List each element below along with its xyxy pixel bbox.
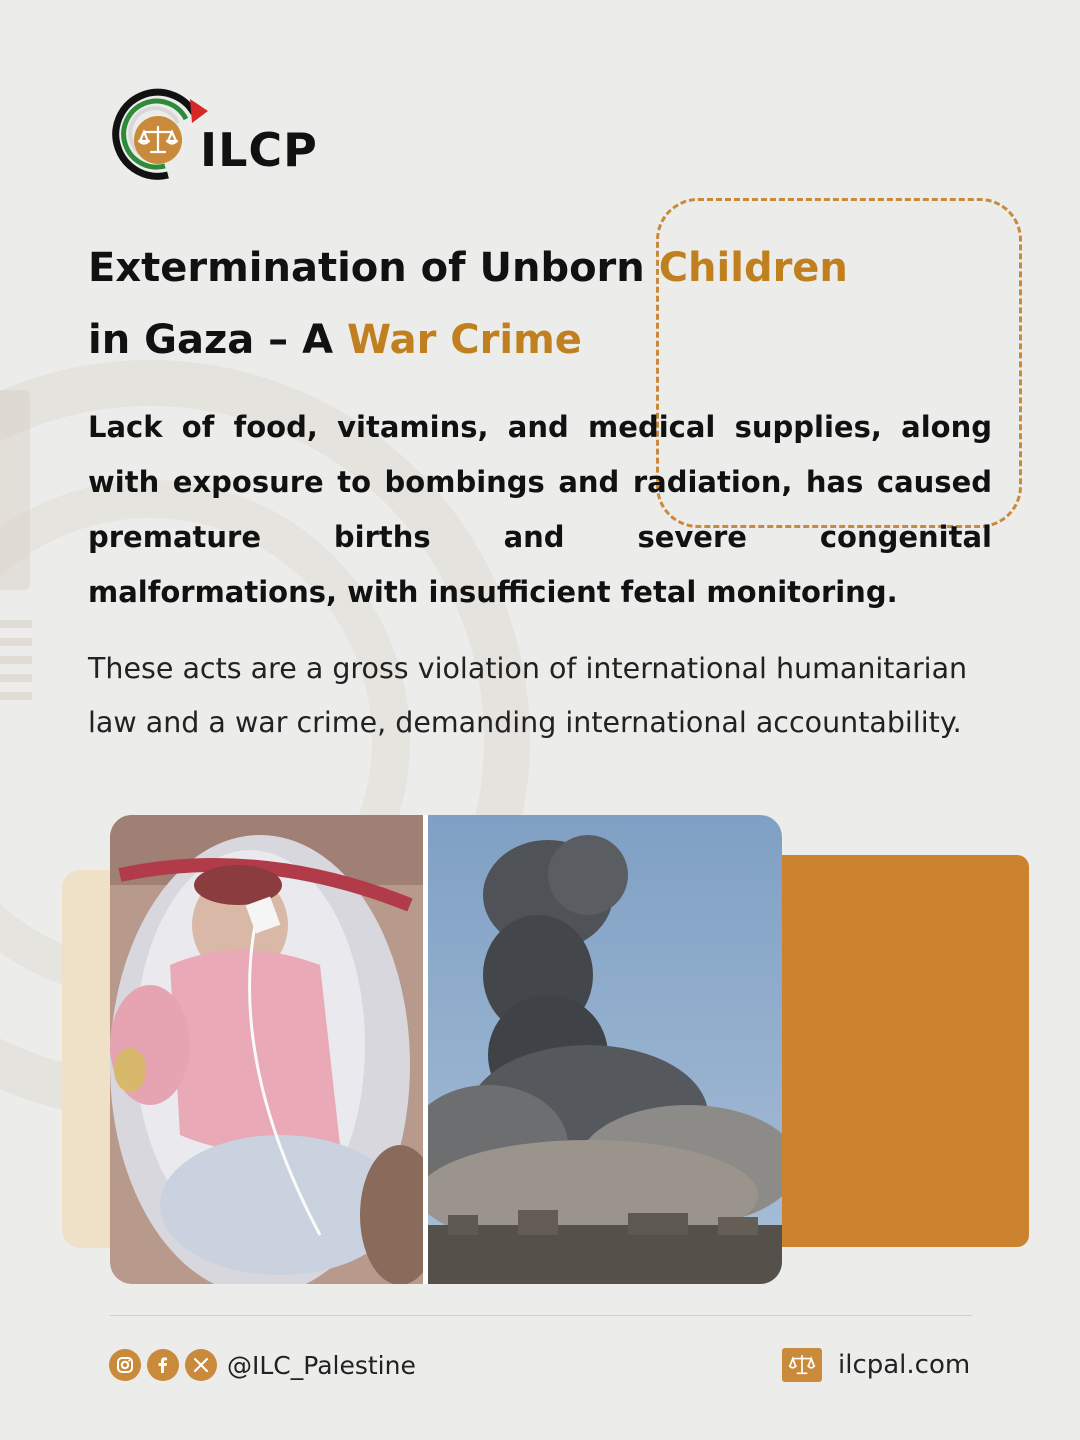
- instagram-icon[interactable]: [109, 1349, 141, 1381]
- infant-photo: [110, 815, 423, 1284]
- logo-emblem-icon: [108, 83, 208, 183]
- logo-text: ILCP: [200, 123, 318, 177]
- title-line1-accent: Children: [658, 245, 848, 291]
- photo-collage: [110, 815, 782, 1284]
- title-line2-accent: War Crime: [346, 317, 582, 363]
- facebook-icon[interactable]: [147, 1349, 179, 1381]
- background-bar: [0, 390, 30, 590]
- website-url[interactable]: ilcpal.com: [838, 1350, 971, 1380]
- x-icon[interactable]: [185, 1349, 217, 1381]
- smoke-explosion-photo: [428, 815, 782, 1284]
- footer-divider: [110, 1315, 972, 1316]
- scales-icon: [782, 1348, 822, 1382]
- decorative-orange-card: [752, 855, 1029, 1247]
- website-link[interactable]: [782, 1345, 970, 1385]
- title-line1-start: Extermination of Unborn: [88, 245, 659, 291]
- title-line2-start: in Gaza – A: [88, 317, 347, 363]
- body-paragraph: These acts are a gross violation of international humanitarian law and a war crime, demanding international accountability.: [88, 652, 968, 739]
- page-title: [88, 232, 988, 376]
- social-handle[interactable]: @ILC_Palestine: [227, 1350, 416, 1380]
- social-links: [109, 1347, 416, 1383]
- ilcp-logo: [108, 83, 318, 188]
- lead-paragraph: Lack of food, vitamins, and medical supplies, along with exposure to bombings and radiation, has caused premature births and severe congenital malformations, with insufficient fetal monitoring.: [88, 410, 992, 609]
- background-lines: [0, 620, 32, 710]
